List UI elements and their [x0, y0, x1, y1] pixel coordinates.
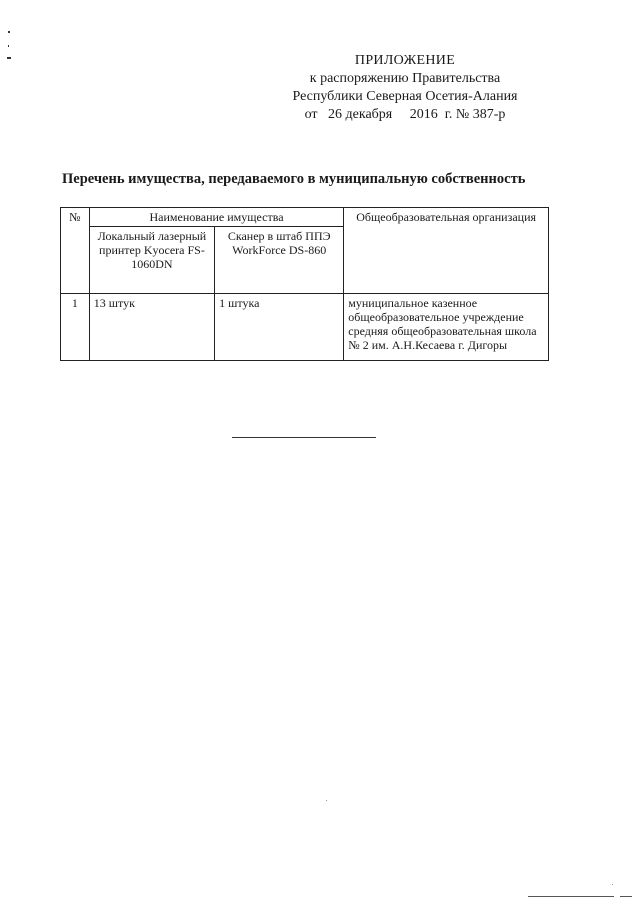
- annex-title: ПРИЛОЖЕНИЕ: [354, 53, 456, 68]
- annex-date: от 26 декабря 2016 г. № 387-р: [304, 107, 506, 122]
- cell-number: 1: [61, 294, 90, 361]
- margin-mark: [7, 57, 11, 59]
- subheader-item-a: Локальный лазерный принтер Kyocera FS-1060DN: [89, 227, 214, 294]
- margin-mark: [8, 31, 10, 33]
- footer-rule: [528, 896, 614, 897]
- header-organization: Общеобразовательная организация: [344, 208, 549, 294]
- table-header-row: [61, 208, 549, 227]
- scan-speck: [326, 800, 327, 801]
- table-row: [61, 294, 549, 361]
- cell-item-b-quantity: 1 штука: [215, 294, 344, 361]
- footer-rule: [620, 896, 632, 897]
- scan-speck: [612, 884, 613, 885]
- annex-line-2: Республики Северная Осетия-Алания: [292, 89, 518, 104]
- header-property-name: Наименование имущества: [89, 208, 344, 227]
- closing-rule: [232, 437, 376, 438]
- header-number: №: [61, 208, 90, 294]
- annex-block: [270, 52, 540, 124]
- property-table: [60, 207, 549, 361]
- cell-item-a-quantity: 13 штук: [89, 294, 214, 361]
- cell-organization: муниципальное казенное общеобразовательное учреждение средняя общеобразовательная школа № 2 им. А.Н.Кесаева г. Дигоры: [344, 294, 549, 361]
- subheader-item-b: Сканер в штаб ППЭ WorkForce DS-860: [215, 227, 344, 294]
- margin-mark: [8, 45, 9, 47]
- annex-line-1: к распоряжению Правительства: [309, 71, 501, 86]
- document-heading: Перечень имущества, передаваемого в муниципальную собственность: [62, 171, 526, 187]
